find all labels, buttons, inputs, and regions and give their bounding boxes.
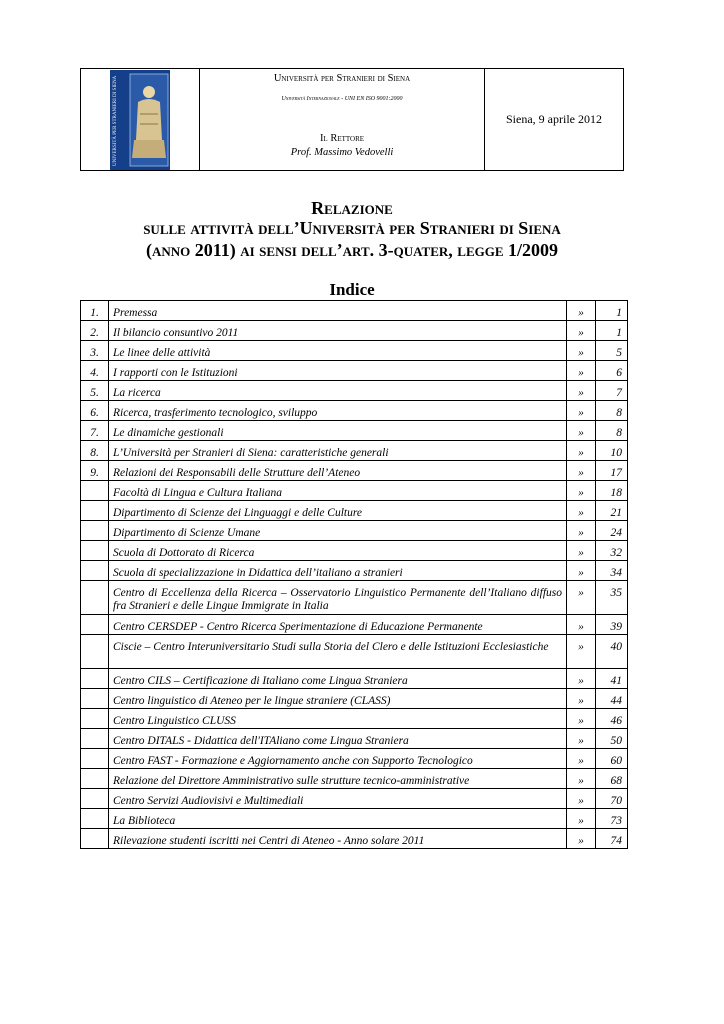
toc-separator: »: [567, 301, 596, 321]
toc-page: 17: [596, 461, 628, 481]
toc-separator: »: [567, 561, 596, 581]
toc-page: 73: [596, 809, 628, 829]
toc-title: Scuola di specializzazione in Didattica dell’italiano a stranieri: [109, 561, 567, 581]
toc-page: 10: [596, 441, 628, 461]
toc-row: [81, 709, 628, 729]
toc-page: 32: [596, 541, 628, 561]
toc-separator: »: [567, 461, 596, 481]
toc-separator: »: [567, 541, 596, 561]
toc-separator: »: [567, 809, 596, 829]
toc-title: Relazioni dei Responsabili delle Strutture dell’Ateneo: [109, 461, 567, 481]
table-of-contents: [80, 300, 628, 849]
toc-number: [81, 669, 109, 689]
toc-row: [81, 321, 628, 341]
toc-page: 7: [596, 381, 628, 401]
toc-row: [81, 521, 628, 541]
report-subtitle-line-2: (anno 2011) ai sensi dell’art. 3-quater, legge 1/2009: [145, 240, 559, 260]
toc-title: Premessa: [109, 301, 567, 321]
toc-row: [81, 669, 628, 689]
toc-title: Centro Servizi Audiovisivi e Multimediali: [109, 789, 567, 809]
toc-row: [81, 615, 628, 635]
toc-row: [81, 301, 628, 321]
toc-title: Centro di Eccellenza della Ricerca – Osservatorio Linguistico Permanente dell’Italiano diffuso fra Stranieri e delle Lingue Immigrate in Italia: [109, 581, 567, 615]
toc-page: 40: [596, 635, 628, 669]
toc-number: [81, 829, 109, 849]
toc-title: Ricerca, trasferimento tecnologico, sviluppo: [109, 401, 567, 421]
toc-page: 8: [596, 421, 628, 441]
toc-page: 70: [596, 789, 628, 809]
toc-number: [81, 521, 109, 541]
toc-row: [81, 401, 628, 421]
university-name: Università per Stranieri di Siena: [273, 73, 411, 84]
toc-page: 68: [596, 769, 628, 789]
toc-title: Facoltà di Lingua e Cultura Italiana: [109, 481, 567, 501]
toc-title: Scuola di Dottorato di Ricerca: [109, 541, 567, 561]
toc-row: [81, 769, 628, 789]
logo-emblem-icon: [110, 70, 170, 170]
toc-title: Le linee delle attività: [109, 341, 567, 361]
toc-title: Centro CERSDEP - Centro Ricerca Sperimentazione di Educazione Permanente: [109, 615, 567, 635]
logo-cell: [81, 69, 200, 170]
toc-number: 3.: [81, 341, 109, 361]
toc-title: Centro Linguistico CLUSS: [109, 709, 567, 729]
toc-page: 18: [596, 481, 628, 501]
toc-number: [81, 749, 109, 769]
logo-text: UNIVERSITÀ PER STRANIERI DI SIENA: [113, 75, 118, 166]
toc-row: [81, 461, 628, 481]
toc-separator: »: [567, 789, 596, 809]
toc-row: [81, 789, 628, 809]
toc-title: La ricerca: [109, 381, 567, 401]
toc-separator: »: [567, 689, 596, 709]
toc-row: [81, 441, 628, 461]
toc-page: 46: [596, 709, 628, 729]
toc-row: [81, 341, 628, 361]
toc-title: Il bilancio consuntivo 2011: [109, 321, 567, 341]
rector-role: Il Rettore: [319, 133, 365, 144]
report-subtitle-line-1: sulle attività dell’Università per Stranieri di Siena: [143, 218, 561, 238]
toc-separator: »: [567, 581, 596, 615]
toc-separator: »: [567, 729, 596, 749]
toc-separator: »: [567, 709, 596, 729]
toc-page: 1: [596, 301, 628, 321]
toc-separator: »: [567, 769, 596, 789]
toc-title: Le dinamiche gestionali: [109, 421, 567, 441]
certification-line: Università Internazionale - UNI EN ISO 9001:2000: [281, 96, 403, 102]
toc-title: Dipartimento di Scienze dei Linguaggi e delle Culture: [109, 501, 567, 521]
toc-title: Centro CILS – Certificazione di Italiano come Lingua Straniera: [109, 669, 567, 689]
toc-page: 50: [596, 729, 628, 749]
toc-separator: »: [567, 829, 596, 849]
toc-row: [81, 481, 628, 501]
toc-separator: »: [567, 401, 596, 421]
toc-page: 41: [596, 669, 628, 689]
toc-separator: »: [567, 669, 596, 689]
toc-separator: »: [567, 635, 596, 669]
toc-number: [81, 581, 109, 615]
document-date: Siena, 9 aprile 2012: [506, 112, 602, 126]
toc-number: [81, 789, 109, 809]
toc-page: 5: [596, 341, 628, 361]
toc-page: 74: [596, 829, 628, 849]
toc-row: [81, 635, 628, 669]
toc-page: 1: [596, 321, 628, 341]
university-logo: [110, 70, 170, 170]
toc-number: [81, 561, 109, 581]
toc-number: 7.: [81, 421, 109, 441]
toc-title: Centro DITALS - Didattica dell'ITAliano come Lingua Straniera: [109, 729, 567, 749]
toc-title: Ciscie – Centro Interuniversitario Studi sulla Storia del Clero e delle Istituzioni Ecclesiastiche: [109, 635, 567, 669]
toc-page: 34: [596, 561, 628, 581]
toc-row: [81, 809, 628, 829]
toc-row: [81, 581, 628, 615]
toc-number: [81, 809, 109, 829]
toc-number: 4.: [81, 361, 109, 381]
toc-row: [81, 381, 628, 401]
toc-page: 8: [596, 401, 628, 421]
toc-page: 24: [596, 521, 628, 541]
toc-number: [81, 541, 109, 561]
toc-number: 1.: [81, 301, 109, 321]
toc-separator: »: [567, 341, 596, 361]
toc-title: Dipartimento di Scienze Umane: [109, 521, 567, 541]
letterhead: [80, 68, 624, 171]
toc-number: [81, 689, 109, 709]
index-heading: Indice: [329, 280, 375, 299]
toc-row: [81, 829, 628, 849]
letterhead-date-cell: [485, 69, 623, 170]
rector-name: Prof. Massimo Vedovelli: [290, 147, 394, 158]
toc-number: [81, 729, 109, 749]
toc-row: [81, 729, 628, 749]
toc-separator: »: [567, 421, 596, 441]
toc-title: Centro linguistico di Ateneo per le lingue straniere (CLASS): [109, 689, 567, 709]
toc-page: 60: [596, 749, 628, 769]
toc-number: [81, 709, 109, 729]
toc-number: 8.: [81, 441, 109, 461]
toc-separator: »: [567, 615, 596, 635]
toc-number: 6.: [81, 401, 109, 421]
toc-separator: »: [567, 481, 596, 501]
toc-separator: »: [567, 381, 596, 401]
toc-separator: »: [567, 501, 596, 521]
toc-title: L’Università per Stranieri di Siena: caratteristiche generali: [109, 441, 567, 461]
toc-row: [81, 501, 628, 521]
toc-number: [81, 635, 109, 669]
letterhead-center: [200, 69, 485, 170]
toc-separator: »: [567, 321, 596, 341]
toc-title: Centro FAST - Formazione e Aggiornamento anche con Supporto Tecnologico: [109, 749, 567, 769]
toc-number: 5.: [81, 381, 109, 401]
toc-separator: »: [567, 441, 596, 461]
toc-page: 44: [596, 689, 628, 709]
toc-page: 39: [596, 615, 628, 635]
toc-row: [81, 421, 628, 441]
toc-separator: »: [567, 361, 596, 381]
toc-number: 9.: [81, 461, 109, 481]
toc-page: 35: [596, 581, 628, 615]
toc-title: Relazione del Direttore Amministrativo sulle strutture tecnico-amministrative: [109, 769, 567, 789]
toc-title: I rapporti con le Istituzioni: [109, 361, 567, 381]
toc-row: [81, 361, 628, 381]
toc-number: [81, 481, 109, 501]
toc-number: 2.: [81, 321, 109, 341]
toc-number: [81, 769, 109, 789]
toc-title: La Biblioteca: [109, 809, 567, 829]
toc-row: [81, 749, 628, 769]
toc-separator: »: [567, 749, 596, 769]
toc-page: 6: [596, 361, 628, 381]
toc-row: [81, 689, 628, 709]
toc-separator: »: [567, 521, 596, 541]
toc-row: [81, 561, 628, 581]
toc-number: [81, 501, 109, 521]
toc-page: 21: [596, 501, 628, 521]
toc-number: [81, 615, 109, 635]
report-title: Relazione: [311, 198, 393, 218]
toc-title: Rilevazione studenti iscritti nei Centri di Ateneo - Anno solare 2011: [109, 829, 567, 849]
toc-row: [81, 541, 628, 561]
